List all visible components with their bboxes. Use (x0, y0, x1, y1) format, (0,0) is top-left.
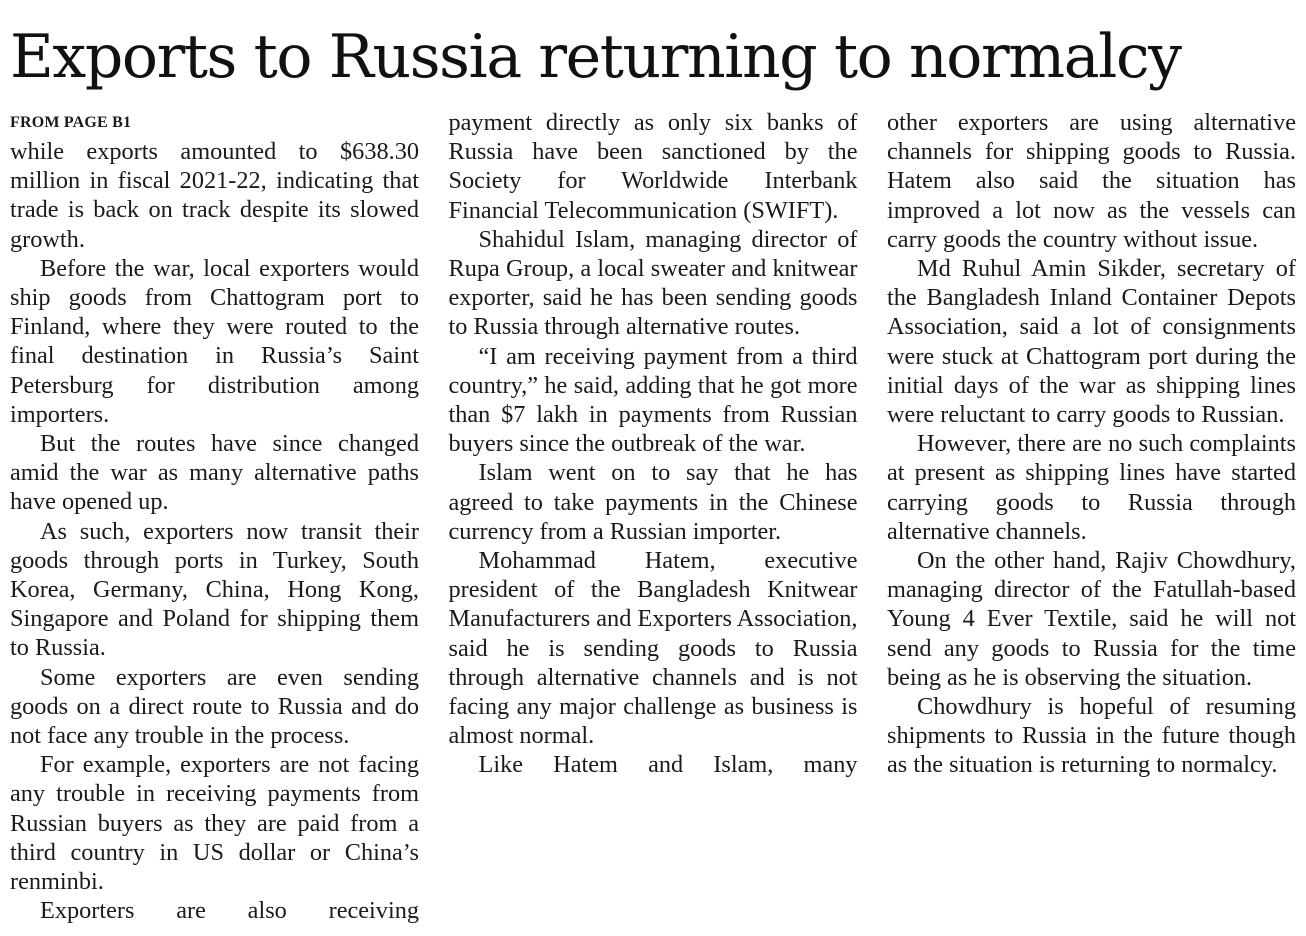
paragraph: Exporters are also receiving (40, 897, 419, 925)
column-1 (10, 108, 419, 932)
column-2 (449, 108, 858, 932)
paragraph: “I am receiving payment from a third country,” he said, adding that he got more than $7 lakh in payments from Russian buyers since the outbreak of the war. (448, 342, 858, 458)
paragraph: other exporters are using alternative channels for shipping goods to Russia. Hatem also said the situation has improved a lot now as the vessels can carry goods the country without issue. (887, 109, 1296, 253)
paragraph: Islam went on to say that he has agreed to take payments in the Chinese currency from a Russian importer. (448, 459, 858, 545)
paragraph: But the routes have since changed amid the war as many alternative paths have opened up. (10, 430, 419, 516)
paragraph: Some exporters are even sending goods on a direct route to Russia and do not face any trouble in the process. (10, 663, 419, 750)
paragraph: As such, exporters now transit their goods through ports in Turkey, South Korea, Germany, China, Hong Kong, Singapore and Poland for shipping them to Russia. (10, 517, 419, 662)
column-3 (887, 108, 1296, 932)
headline: Exports to Russia returning to normalcy (10, 22, 1181, 92)
paragraph: Shahidul Islam, managing director of Rupa Group, a local sweater and knitwear exporter, said he has been sending goods to Russia through alternative routes. (448, 225, 858, 341)
paragraph: However, there are no such complaints at present as shipping lines have started carrying goods to Russia through alternative channels. (887, 430, 1296, 545)
paragraph: For example, exporters are not facing any trouble in receiving payments from Russian buyers as they are paid from a third country in US dollar or China’s renminbi. (10, 751, 419, 896)
paragraph: while exports amounted to $638.30 million in fiscal 2021-22, indicating that trade is back on track despite its slowed growth. (10, 138, 419, 253)
paragraph: Chowdhury is hopeful of resuming shipments to Russia in the future though as the situation is returning to normalcy. (887, 693, 1296, 779)
paragraph: Before the war, local exporters would ship goods from Chattogram port to Finland, where they were routed to the final destination in Russia’s Saint Petersburg for distribution among importers. (10, 254, 419, 428)
article-body (10, 108, 1296, 932)
paragraph: Like Hatem and Islam, many (478, 751, 858, 779)
paragraph: Md Ruhul Amin Sikder, secretary of the Bangladesh Inland Container Depots Association, said a lot of consignments were stuck at Chattogram port during the initial days of the war as shipping lines were reluctant to carry goods to Russian. (887, 255, 1296, 429)
paragraph: Mohammad Hatem, executive president of the Bangladesh Knitwear Manufacturers and Exporters Association, said he is sending goods to Russia through alternative channels and is not facing any major challenge as business is almost normal. (448, 547, 858, 750)
paragraph: payment directly as only six banks of Russia have been sanctioned by the Society for Worldwide Interbank Financial Telecommunication (SWIFT). (448, 109, 858, 224)
continuation-kicker: FROM PAGE B1 (10, 114, 132, 131)
paragraph: On the other hand, Rajiv Chowdhury, managing director of the Fatullah-based Young 4 Ever Textile, said he will not send any goods to Russia for the time being as he is observing the situation. (887, 547, 1296, 691)
